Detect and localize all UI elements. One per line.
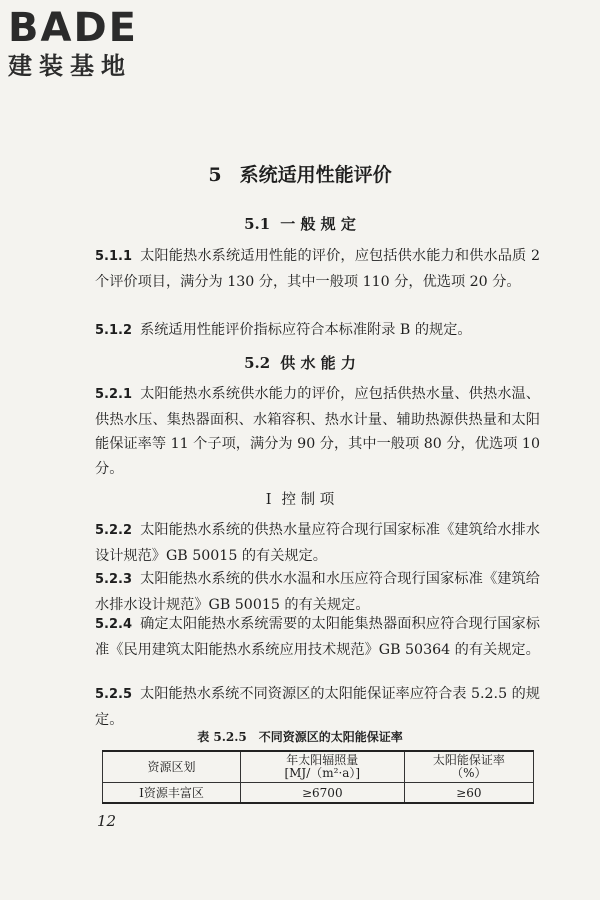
clause-number: 5.2.4 — [95, 617, 133, 632]
header-rate-label: 太阳能保证率 — [432, 753, 505, 767]
header-irradiation-unit: [MJ/（m²·a）] — [284, 766, 361, 780]
section-heading-5-1 — [0, 213, 600, 234]
clause-number: 5.2.5 — [95, 687, 133, 702]
clause-5-2-1 — [95, 382, 540, 481]
clause-number: 5.2.2 — [95, 523, 133, 538]
logo-wordmark: BADE — [8, 5, 138, 51]
table-caption-title: 不同资源区的太阳能保证率 — [258, 730, 403, 744]
clause-5-2-2 — [95, 518, 540, 568]
subsection-heading — [0, 488, 600, 509]
header-zone: 资源区划 — [103, 751, 241, 783]
subsection-title: 控 制 项 — [281, 492, 335, 508]
section-title: 供 水 能 力 — [280, 354, 356, 372]
cell-rate: ≥60 — [404, 783, 533, 804]
header-rate-unit: （%） — [451, 766, 487, 780]
clause-text: 太阳能热水系统的供水水温和水压应符合现行国家标准《建筑给水排水设计规范》GB 50015 的有关规定。 — [95, 571, 540, 613]
clause-text: 太阳能热水系统适用性能的评价，应包括供水能力和供水品质 2 个评价项目，满分为 130 分，其中一般项 110 分，优选项 20 分。 — [95, 248, 540, 290]
clause-number: 5.1.1 — [95, 249, 133, 264]
header-irradiation-label: 年太阳辐照量 — [286, 753, 359, 767]
clause-5-2-4 — [95, 612, 540, 662]
header-irradiation — [240, 751, 404, 783]
section-number: 5.2 — [244, 354, 271, 372]
table-row — [103, 783, 534, 804]
clause-5-1-1 — [95, 244, 540, 294]
clause-5-2-5 — [95, 682, 540, 732]
clause-number: 5.2.1 — [95, 387, 133, 402]
table-header-row — [103, 751, 534, 783]
clause-text: 确定太阳能热水系统需要的太阳能集热器面积应符合现行国家标准《民用建筑太阳能热水系统应用技术规范》GB 50364 的有关规定。 — [95, 616, 540, 658]
clause-number: 5.1.2 — [95, 323, 133, 338]
clause-text: 太阳能热水系统的供热水量应符合现行国家标准《建筑给水排水设计规范》GB 50015 的有关规定。 — [95, 522, 540, 564]
chapter-number: 5 — [208, 164, 222, 186]
clause-text: 系统适用性能评价指标应符合本标准附录 B 的规定。 — [140, 322, 472, 338]
clause-5-2-3 — [95, 567, 540, 617]
logo-subtitle: 建装基地 — [8, 52, 132, 80]
chapter-title: 系统适用性能评价 — [239, 164, 392, 186]
clause-number: 5.2.3 — [95, 572, 133, 587]
chapter-heading — [0, 160, 600, 187]
table-caption-number: 表 5.2.5 — [197, 730, 247, 744]
clause-5-1-2 — [95, 318, 540, 344]
page-number: 12 — [97, 812, 117, 830]
section-number: 5.1 — [244, 215, 271, 233]
solar-fraction-table — [102, 750, 534, 804]
table-caption — [0, 728, 600, 745]
cell-zone: Ⅰ资源丰富区 — [103, 783, 241, 804]
section-heading-5-2 — [0, 352, 600, 373]
header-rate — [404, 751, 533, 783]
clause-text: 太阳能热水系统不同资源区的太阳能保证率应符合表 5.2.5 的规定。 — [95, 686, 540, 728]
section-title: 一 般 规 定 — [280, 215, 356, 233]
subsection-roman: Ⅰ — [265, 492, 272, 508]
bade-logo — [8, 6, 178, 80]
clause-text: 太阳能热水系统供水能力的评价，应包括供热水量、供热水温、供热水压、集热器面积、水箱容积、热水计量、辅助热源供热量和太阳能保证率等 11 个子项，满分为 90 分，其中一般项 80 分，优选项 10 分。 — [95, 386, 540, 477]
cell-irradiation: ≥6700 — [240, 783, 404, 804]
